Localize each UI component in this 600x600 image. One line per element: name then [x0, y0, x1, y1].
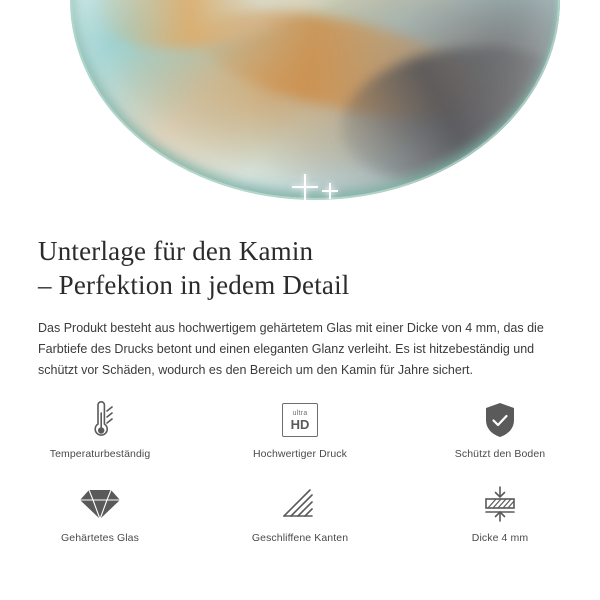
feature-label: Temperaturbeständig	[49, 448, 151, 460]
headline-line-2: – Perfektion in jedem Detail	[38, 270, 350, 300]
feature-label: Dicke 4 mm	[471, 532, 529, 544]
feature-grid	[0, 398, 600, 556]
feature-item-polished-edges	[200, 482, 400, 556]
hero-image	[0, 0, 600, 216]
body-paragraph: Das Produkt besteht aus hochwertigem gehärtetem Glas mit einer Dicke von 4 mm, das die Farbtiefe des Drucks betont und einen eleganten Glanz verleiht. Es ist hitzebeständig und schützt vor Schäden, wodurch es den Bereich um den Kamin für Jahre sichert.	[38, 321, 544, 377]
feature-item-tempered-glass	[0, 482, 200, 556]
diamond-icon	[78, 482, 122, 526]
hd-text: HD	[290, 416, 310, 432]
feature-item-temperature	[0, 398, 200, 472]
feature-item-floor-protection	[400, 398, 600, 472]
polished-edges-icon	[279, 482, 321, 526]
feature-item-thickness	[400, 482, 600, 556]
feature-label: Geschliffene Kanten	[251, 532, 349, 544]
feature-label: Gehärtetes Glas	[61, 532, 139, 544]
shield-check-icon	[481, 398, 519, 442]
ultra-text: ultra	[292, 409, 308, 417]
feature-label: Hochwertiger Druck	[253, 448, 347, 460]
text-content	[0, 216, 600, 381]
feature-item-print	[200, 398, 400, 472]
feature-label: Schützt den Boden	[454, 448, 546, 460]
page-title	[0, 216, 600, 302]
ultra-hd-icon	[282, 398, 318, 442]
thermometer-icon	[80, 398, 120, 442]
glass-plate-graphic	[70, 0, 560, 200]
thickness-icon	[479, 482, 521, 526]
headline-line-1: Unterlage für den Kamin	[38, 236, 314, 266]
